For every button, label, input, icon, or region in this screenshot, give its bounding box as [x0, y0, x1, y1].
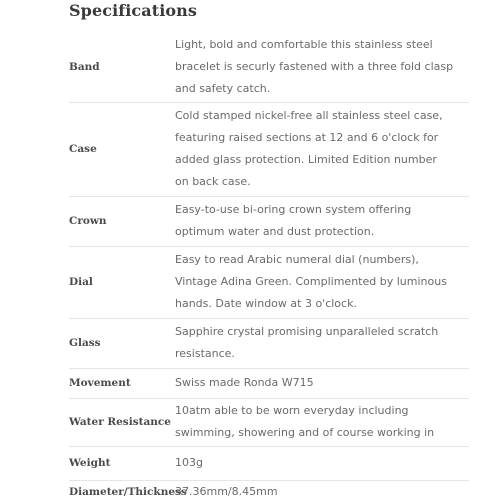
spec-value — [175, 32, 469, 102]
spec-value — [175, 446, 469, 480]
spec-value-line: 37.36mm/8.45mm — [175, 485, 278, 499]
spec-label: Diameter/Thickness — [69, 486, 187, 499]
spec-row-band — [69, 32, 469, 102]
spec-value-line: Cold stamped nickel-free all stainless steel case, — [175, 109, 443, 122]
spec-value-line: Sapphire crystal promising unparalleled scratch — [175, 325, 439, 338]
spec-label: Band — [69, 60, 100, 73]
spec-label: Glass — [69, 337, 101, 349]
spec-value — [175, 398, 469, 446]
spec-value-line: Light, bold and comfortable this stainless steel — [175, 37, 433, 51]
spec-value-line: hands. Date window at 3 o'clock. — [175, 297, 357, 310]
spec-row-dial — [69, 246, 469, 318]
spec-value-line: Easy to read Arabic numeral dial (numbers), — [175, 253, 419, 266]
spec-value — [175, 368, 469, 398]
spec-row-case — [69, 102, 469, 196]
spec-value-line: on back case. — [175, 175, 251, 188]
spec-value — [175, 196, 469, 246]
spec-value-line: 103g — [175, 456, 203, 469]
spec-label: Dial — [69, 276, 93, 288]
spec-value-line: Vintage Adina Green. Complimented by luminous — [175, 275, 447, 288]
spec-value-line: optimum water and dust protection. — [175, 225, 375, 238]
spec-value — [175, 102, 469, 196]
spec-value-line: added glass protection. Limited Edition number — [175, 153, 437, 166]
specifications-table — [69, 32, 469, 500]
spec-value — [175, 480, 469, 500]
spec-label: Movement — [69, 377, 131, 389]
spec-label: Case — [69, 143, 97, 155]
spec-label: Crown — [69, 215, 107, 227]
spec-row-movement — [69, 368, 469, 398]
spec-value-line: and safety catch. — [175, 81, 271, 95]
spec-value-line: swimming, showering and of course working in — [175, 426, 435, 439]
spec-row-weight — [69, 446, 469, 480]
spec-value-line: 10atm able to be worn everyday including — [175, 404, 409, 417]
spec-label: Weight — [69, 457, 111, 469]
spec-row-crown — [69, 196, 469, 246]
spec-label: Water Resistance — [69, 416, 171, 428]
spec-value-line: resistance. — [175, 347, 235, 360]
spec-row-glass — [69, 318, 469, 368]
spec-value — [175, 318, 469, 368]
section-title: Specifications — [69, 1, 197, 20]
spec-value — [175, 246, 469, 318]
spec-value-line: featuring raised sections at 12 and 6 o'clock for — [175, 131, 439, 144]
spec-row-diameter-thickness — [69, 480, 469, 500]
spec-value-line: bracelet is securly fastened with a three fold clasp — [175, 59, 454, 73]
spec-row-water-resistance — [69, 398, 469, 446]
spec-value-line: Swiss made Ronda W715 — [175, 376, 314, 389]
spec-value-line: Easy-to-use bi-oring crown system offering — [175, 203, 412, 216]
